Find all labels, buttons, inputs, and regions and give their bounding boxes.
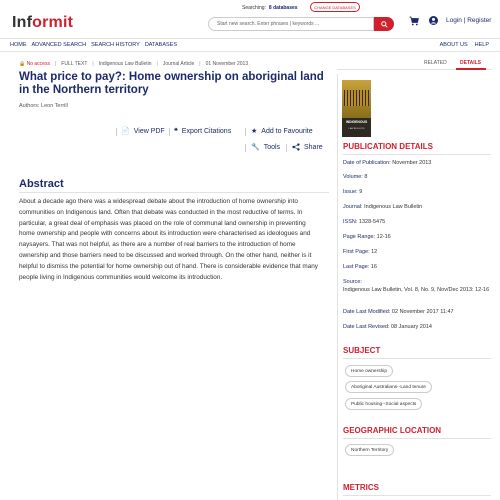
view-pdf-label: View PDF (133, 127, 165, 135)
share-button[interactable] (292, 143, 323, 151)
detail-date (343, 159, 491, 167)
detail-label: Last Page: (343, 264, 370, 270)
detail-value: 1328-5475 (358, 219, 386, 225)
article-meta (19, 61, 248, 67)
divider (343, 438, 491, 439)
tools-label: Tools (263, 143, 281, 151)
abstract-text: About a decade ago there was a widespread debate about the introduction of home ownership into communities on Indigenous land. Often that debate was conducted in the most reductive of terms. In particular, a great deal of emphasis was placed on the role of communal land ownership in preventing home ownership and people with concerns about its introduction were characterised as ideologues and naysayers. That was not helpful, as there are a number of real barriers to the introduction of home ownership and those barriers need to be discussed and worked through. On the other hand, neither is it helpful to dismiss the potential for home ownership out of hand. There is considerable evidence that many people living in Indigenous communities would welcome its introduction. (19, 198, 318, 281)
wrench-icon: 🔧 (251, 144, 260, 151)
informit-logo[interactable] (12, 14, 73, 32)
detail-first-page (343, 248, 491, 256)
detail-label: First Page: (343, 249, 370, 255)
subject-heading: SUBJECT (343, 346, 381, 355)
cover-artwork (344, 90, 369, 106)
author-name[interactable]: Leon Terrill (41, 103, 68, 109)
tools-button[interactable] (251, 143, 280, 151)
nav-about-us[interactable]: ABOUT US (439, 42, 468, 48)
main-nav (0, 38, 500, 52)
detail-issue (343, 188, 491, 196)
login-register-link[interactable]: Login | Register (446, 17, 492, 24)
user-icon[interactable] (429, 16, 438, 25)
meta-divider: | (199, 61, 201, 67)
detail-label: ISSN: (343, 219, 358, 225)
detail-label: Source: (343, 279, 362, 285)
tool-divider (245, 144, 246, 152)
view-pdf-button[interactable] (121, 127, 165, 135)
detail-value: 8 (364, 174, 368, 180)
cover-title: INDIGENOUS (345, 120, 368, 124)
share-label: Share (304, 143, 323, 151)
nav-help[interactable]: HELP (474, 42, 489, 48)
authors-label: Authors: (19, 103, 40, 109)
detail-last-page (343, 263, 491, 271)
detail-value: 08 January 2014 (391, 324, 432, 330)
detail-volume (343, 173, 491, 181)
divider (19, 192, 329, 193)
detail-value: Indigenous Law Bulletin (364, 204, 423, 210)
detail-last-revised (343, 323, 491, 331)
nav-advanced-search[interactable]: ADVANCED SEARCH (31, 42, 87, 48)
detail-value: 9 (359, 189, 363, 195)
article-type: Journal Article (162, 61, 195, 67)
subject-tag[interactable]: Aboriginal Australians--Land tenure (345, 381, 432, 393)
logo-text-accent: ormit (32, 14, 74, 31)
journal-cover-image[interactable] (342, 80, 371, 137)
search-icon (381, 21, 388, 28)
cover-subtitle: LAW BULLETIN (348, 128, 365, 130)
add-favourite-button[interactable] (251, 127, 313, 135)
detail-label: Journal: (343, 204, 363, 210)
abstract-heading: Abstract (19, 178, 64, 190)
detail-issn (343, 218, 491, 226)
export-citations-button[interactable] (174, 127, 231, 135)
detail-journal (343, 203, 491, 211)
active-tab-indicator (456, 68, 486, 70)
detail-last-modified (343, 308, 491, 316)
tool-divider (245, 128, 246, 136)
no-access-label: No access (26, 61, 50, 67)
meta-divider: | (54, 61, 57, 67)
tool-divider (116, 128, 117, 136)
logo-text-main: Inf (12, 14, 33, 31)
detail-value: 02 November 2017 11:47 (391, 309, 454, 315)
detail-value: 16 (370, 264, 377, 270)
divider (343, 495, 491, 496)
searching-databases (242, 5, 298, 11)
detail-value: 12-16 (376, 234, 391, 240)
tool-divider (286, 144, 287, 152)
detail-page-range (343, 233, 491, 241)
searching-label: Searching: (242, 5, 266, 11)
publication-details-heading: PUBLICATION DETAILS (343, 142, 433, 151)
location-tag[interactable]: Northern Territory (345, 444, 394, 456)
meta-divider: | (156, 61, 158, 67)
divider (343, 358, 491, 359)
change-databases-button[interactable]: CHANGE DATABASES (310, 2, 360, 12)
nav-search-history[interactable]: SEARCH HISTORY (91, 42, 140, 48)
metrics-heading: METRICS (343, 483, 379, 492)
no-access-badge (19, 61, 50, 67)
article-date: 01 November 2013 (205, 61, 249, 67)
article-tools (0, 127, 330, 137)
file-icon: 📄 (121, 128, 130, 135)
search-button[interactable] (374, 17, 394, 31)
subject-tag[interactable]: Public housing--Social aspects (345, 398, 422, 410)
detail-label: Date of Publication: (343, 160, 391, 166)
tab-related[interactable]: RELATED (424, 60, 447, 66)
journal-name[interactable]: Indigenous Law Bulletin (98, 61, 152, 67)
databases-count[interactable]: 8 databases (268, 5, 298, 11)
divider (343, 154, 491, 155)
export-citations-label: Export Citations (181, 127, 232, 135)
quote-icon: ❝ (174, 128, 178, 135)
detail-value: November 2013 (392, 160, 432, 166)
nav-home[interactable]: HOME (10, 42, 27, 48)
detail-label: Volume: (343, 174, 363, 180)
detail-source (343, 278, 491, 294)
detail-label: Date Last Modified: (343, 309, 391, 315)
cart-icon[interactable] (409, 16, 419, 26)
article-title: What price to pay?: Home ownership on aboriginal land in the Northern territory (19, 71, 324, 96)
detail-value: 12 (371, 249, 378, 255)
meta-divider: | (92, 61, 94, 67)
fulltext-label: FULL TEXT (61, 61, 88, 67)
geographic-location-heading: GEOGRAPHIC LOCATION (343, 426, 442, 435)
star-icon: ★ (251, 128, 258, 135)
search-input[interactable]: Start new search. Enter phrases | keywords ... (208, 17, 374, 31)
share-icon (292, 143, 300, 151)
sidebar-divider (337, 74, 338, 500)
lock-icon: 🔒 (19, 61, 26, 67)
detail-label: Issue: (343, 189, 358, 195)
detail-value: Indigenous Law Bulletin, Vol. 8, No. 9, Nov/Dec 2013: 12-16 (343, 287, 490, 293)
subject-tag[interactable]: Home ownership (345, 365, 393, 377)
tool-divider (169, 128, 170, 136)
tab-details[interactable]: DETAILS (460, 60, 482, 66)
authors (19, 103, 68, 109)
add-favourite-label: Add to Favourite (261, 127, 313, 135)
article-tools-secondary (0, 143, 330, 153)
nav-databases[interactable]: DATABASES (144, 42, 178, 48)
detail-label: Date Last Revised: (343, 324, 390, 330)
detail-label: Page Range: (343, 234, 376, 240)
